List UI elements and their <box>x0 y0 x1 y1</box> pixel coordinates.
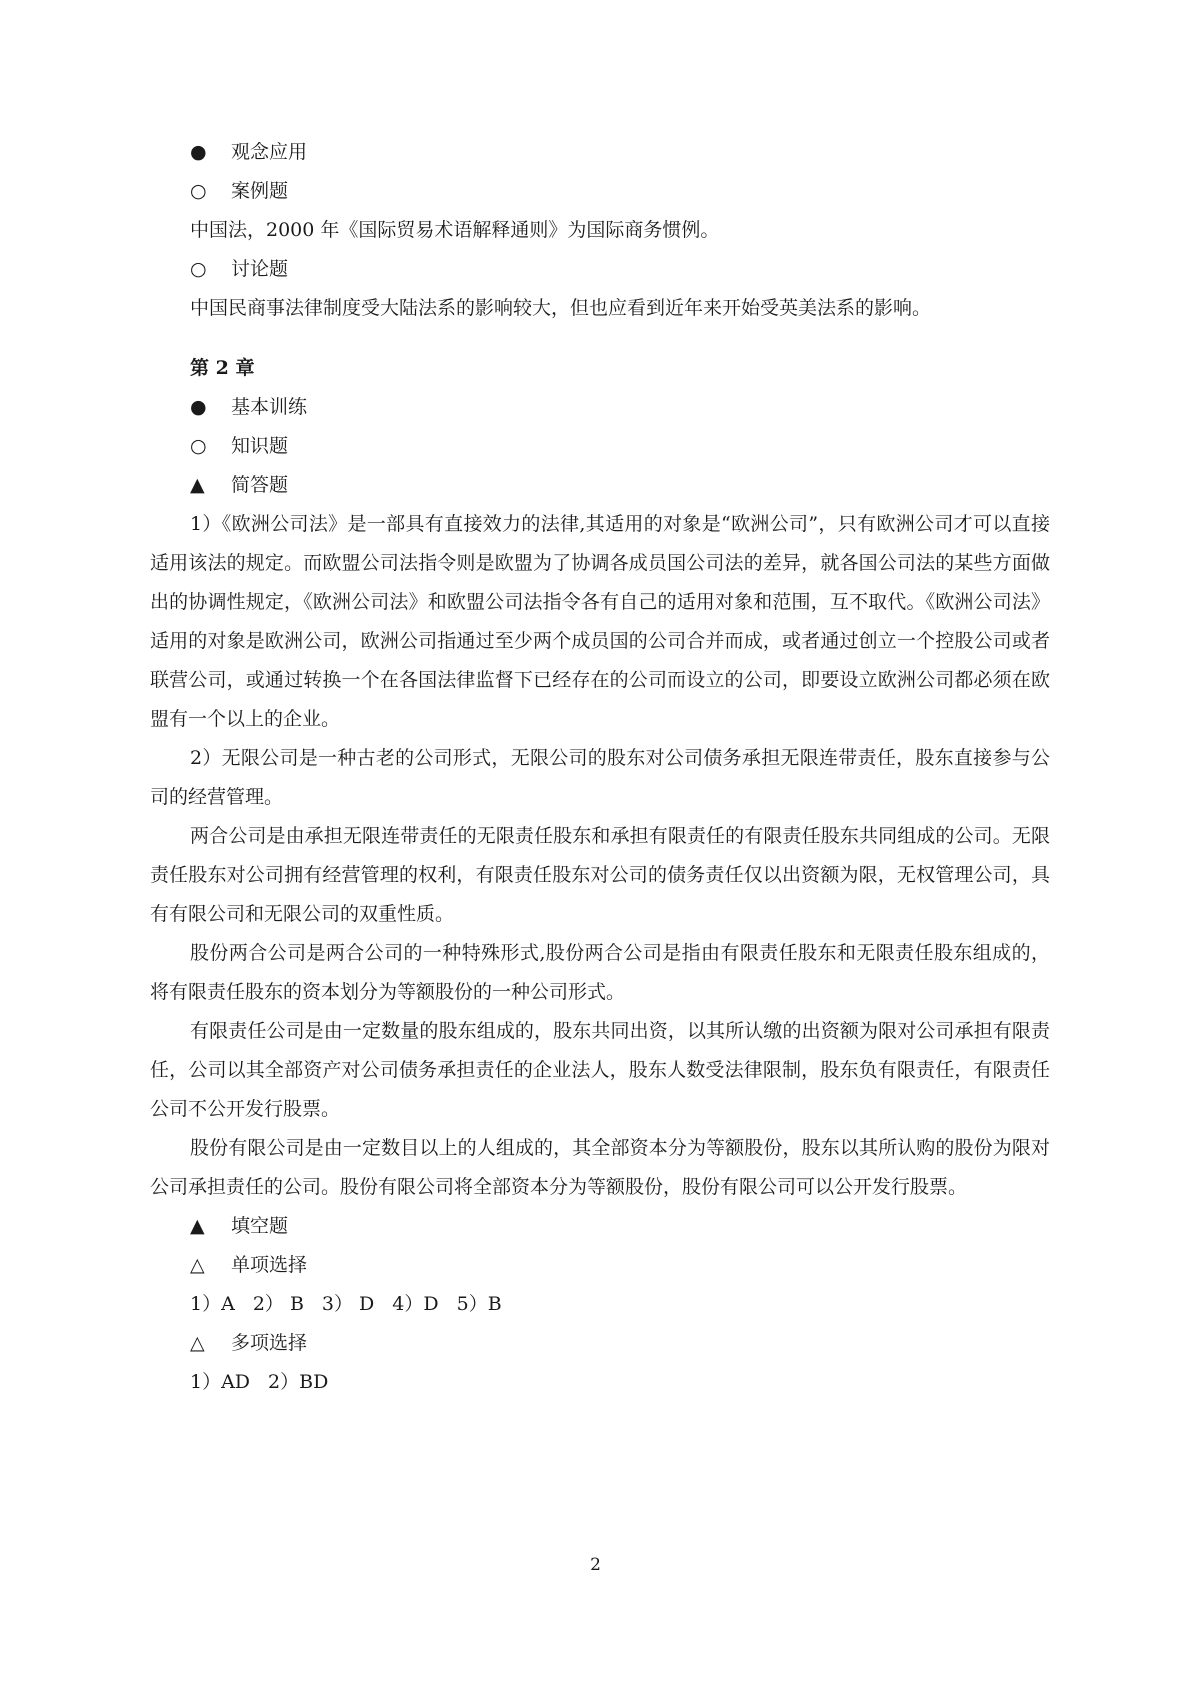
heading-short-answer <box>150 466 1050 505</box>
heading-concept-application <box>150 133 1050 172</box>
chapter-title: 第 2 章 <box>190 357 255 379</box>
filled-triangle-bullet: ▲ <box>190 474 205 496</box>
page-number: 2 <box>590 1555 601 1575</box>
answer-item: 2） B <box>252 1293 304 1315</box>
filled-circle-bullet: ● <box>190 141 207 163</box>
heading-label: 多项选择 <box>231 1332 308 1354</box>
open-circle-bullet: ○ <box>190 180 207 202</box>
answer-paragraph-3: 两合公司是由承担无限连带责任的无限责任股东和承担有限责任的有限责任股东共同组成的公司。无限责任股东对公司拥有经营管理的权利，有限责任股东对公司的债务责任仅以出资额为限，无权管理公司，具有有限公司和无限公司的双重性质。 <box>150 825 1050 925</box>
case-answer: 中国法，2000 年《国际贸易术语解释通则》为国际商务惯例。 <box>190 219 720 241</box>
multi-choice-answers <box>150 1363 1050 1402</box>
answer-item: 3） D <box>321 1293 375 1315</box>
page-content <box>150 133 1050 1402</box>
open-circle-bullet: ○ <box>190 435 207 457</box>
heading-discussion-questions <box>150 250 1050 289</box>
heading-case-questions <box>150 172 1050 211</box>
answer-paragraph-2: 2）无限公司是一种古老的公司形式，无限公司的股东对公司债务承担无限连带责任，股东直接参与公司的经营管理。 <box>150 747 1050 808</box>
single-choice-answers <box>150 1285 1050 1324</box>
heading-label: 填空题 <box>231 1215 289 1237</box>
heading-fill-in <box>150 1207 1050 1246</box>
heading-label: 观念应用 <box>231 141 308 163</box>
open-triangle-bullet: △ <box>190 1332 205 1354</box>
heading-label: 基本训练 <box>231 396 308 418</box>
heading-label: 单项选择 <box>231 1254 308 1276</box>
heading-label: 案例题 <box>231 180 289 202</box>
answer-item: 1）A <box>190 1293 235 1315</box>
open-triangle-bullet: △ <box>190 1254 205 1276</box>
answer-paragraph-5: 有限责任公司是由一定数量的股东组成的，股东共同出资，以其所认缴的出资额为限对公司承担有限责任，公司以其全部资产对公司债务承担责任的企业法人，股东人数受法律限制，股东负有限责任，有限责任公司不公开发行股票。 <box>150 1020 1050 1120</box>
answer-item: 1）AD <box>190 1371 251 1393</box>
answer-item: 2）BD <box>268 1371 329 1393</box>
filled-triangle-bullet: ▲ <box>190 1215 205 1237</box>
heading-knowledge-questions <box>150 427 1050 466</box>
open-circle-bullet: ○ <box>190 258 207 280</box>
discussion-answer: 中国民商事法律制度受大陆法系的影响较大，但也应看到近年来开始受英美法系的影响。 <box>190 297 932 319</box>
heading-multi-choice <box>150 1324 1050 1363</box>
heading-label: 知识题 <box>231 435 289 457</box>
answer-item: 5）B <box>456 1293 502 1315</box>
heading-basic-training <box>150 388 1050 427</box>
answer-paragraph-4: 股份两合公司是两合公司的一种特殊形式,股份两合公司是指由有限责任股东和无限责任股东组成的，将有限责任股东的资本划分为等额股份的一种公司形式。 <box>150 942 1050 1003</box>
heading-label: 简答题 <box>231 474 289 496</box>
answer-paragraph-6: 股份有限公司是由一定数目以上的人组成的，其全部资本分为等额股份，股东以其所认购的股份为限对公司承担责任的公司。股份有限公司将全部资本分为等额股份，股份有限公司可以公开发行股票。 <box>150 1137 1050 1198</box>
heading-label: 讨论题 <box>231 258 289 280</box>
answer-paragraph-1: 1）《欧洲公司法》是一部具有直接效力的法律,其适用的对象是“欧洲公司”，只有欧洲公司才可以直接适用该法的规定。而欧盟公司法指令则是欧盟为了协调各成员国公司法的差异，就各国公司法的某些方面做出的协调性规定，《欧洲公司法》和欧盟公司法指令各有自己的适用对象和范围，互不取代。《欧洲公司法》适用的对象是欧洲公司，欧洲公司指通过至少两个成员国的公司合并而成，或者通过创立一个控股公司或者联营公司，或通过转换一个在各国法律监督下已经存在的公司而设立的公司，即要设立欧洲公司都必须在欧盟有一个以上的企业。 <box>150 513 1050 730</box>
answer-item: 4）D <box>392 1293 439 1315</box>
heading-single-choice <box>150 1246 1050 1285</box>
filled-circle-bullet: ● <box>190 396 207 418</box>
